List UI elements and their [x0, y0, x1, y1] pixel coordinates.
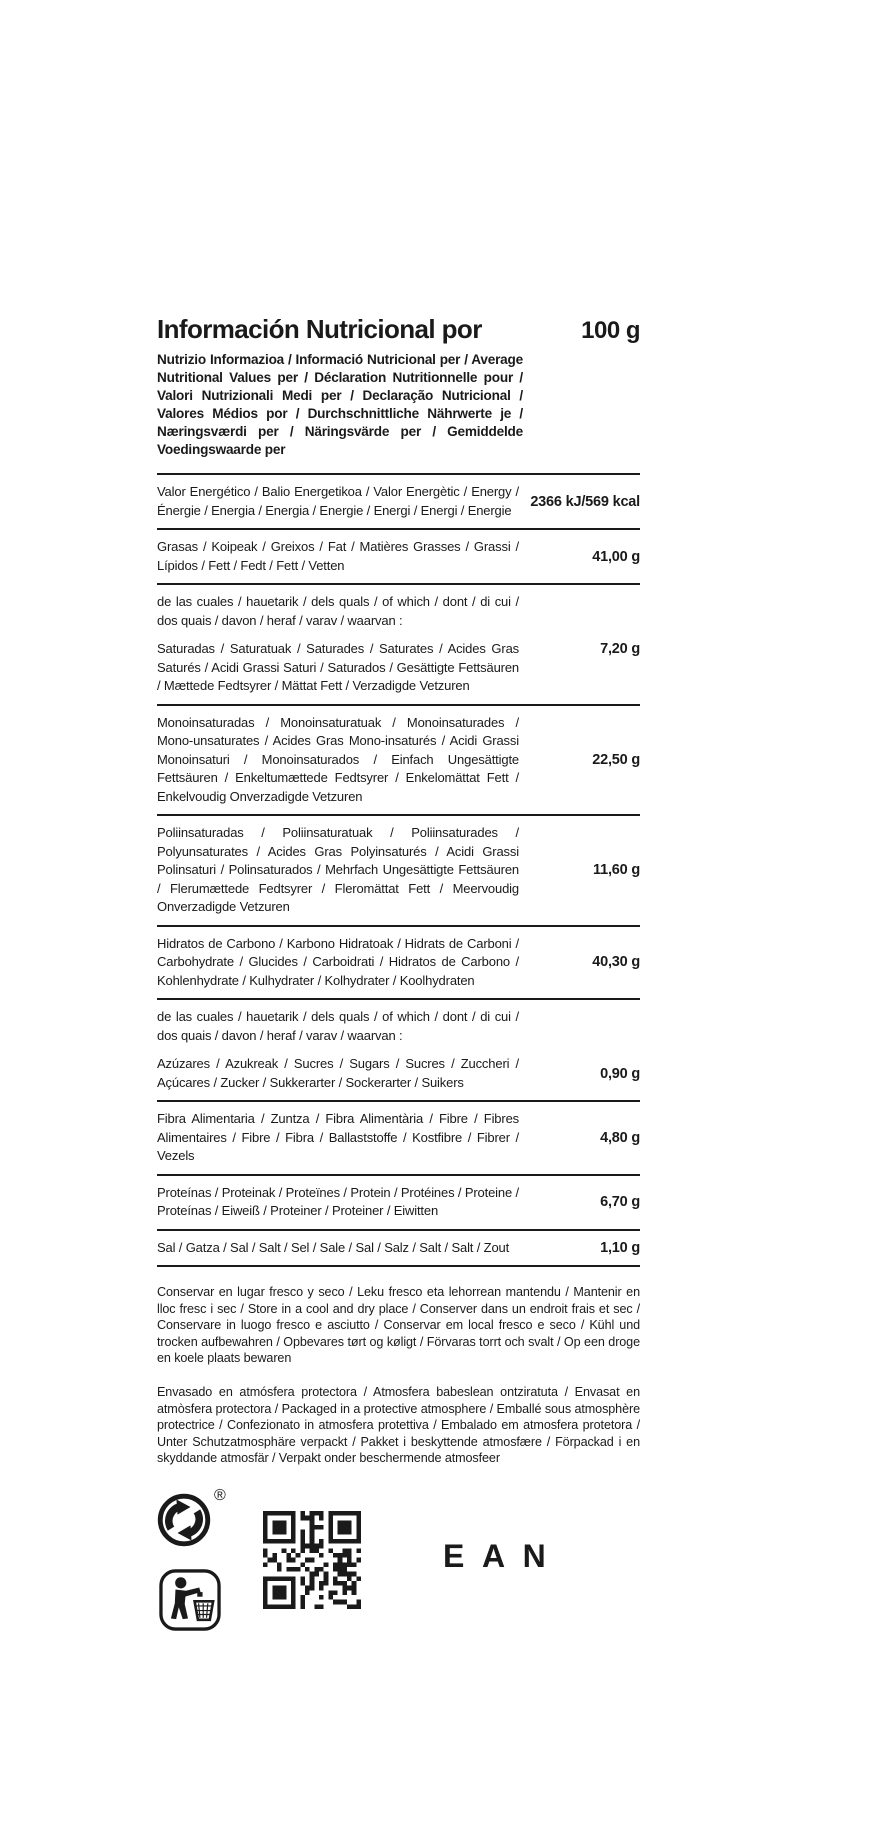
label-title: Información Nutricional por — [157, 314, 482, 344]
registered-trademark-symbol: ® — [214, 1486, 226, 1504]
label-subtitle-multilingual: Nutrizio Informazioa / Informació Nutricional per / Average Nutritional Values per / Déclaration Nutritionnelle pour / Valori Nutrizionali Medi per / Declaração Nutricional / Valores Médios por / Durchschnittliche Nährwerte je / Næringsværdi per / Näringsvärde per / Gemiddelde Voedingswaarde per — [157, 352, 523, 457]
table-row-of-which-carbs — [157, 1000, 640, 1047]
row-label: Valor Energético / Balio Energetikoa / Valor Energètic / Energy / Énergie / Energia / Energia / Energie / Energi / Energi / Energie — [157, 484, 519, 518]
row-label: Monoinsaturadas / Monoinsaturatuak / Monoinsaturades / Mono-unsaturates / Acides Gras Mono-insaturés / Acidi Grassi Monoinsaturi / Monoinsaturados / Einfach Ungesättigte Fettsäuren / Enkeltumættede Fedtsyrer / Enkelomättat Fett / Enkelvoudig Onverzadigde Vetzuren — [157, 714, 519, 804]
row-label: Saturadas / Saturatuak / Saturades / Saturates / Acides Gras Saturés / Acidi Grassi Saturi / Saturados / Gesättigte Fettsäuren / Mættede Fedtsyrer / Mättat Fett / Verzadigde Vetzuren — [157, 641, 519, 693]
row-value: 7,20 g — [600, 641, 640, 657]
row-label: de las cuales / hauetarik / dels quals / of which / dont / di cui / dos quais / davon / heraf / varav / waarvan : — [157, 594, 519, 628]
label-content — [157, 316, 640, 1673]
table-row-energy — [157, 475, 640, 530]
tidy-man-disposal-icon — [157, 1567, 223, 1633]
qr-code — [263, 1511, 361, 1609]
storage-instructions: Conservar en lugar fresco y seco / Leku fresco eta lehorrean mantendu / Mantenir en lloc fresc i sec / Store in a cool and dry place / Conserver dans un endroit frais et sec / Conservare in luogo fresco e asciutto / Conservar em local fresco e seco / Kühl und trocken aufbewahren / Opbevares tørt og køligt / Förvaras torrt och svalt / Op een droge en koele plaats bewaren — [157, 1285, 640, 1366]
row-label: Grasas / Koipeak / Greixos / Fat / Matières Grasses / Grassi / Lípidos / Fett / Fedt / Fett / Vetten — [157, 539, 519, 573]
table-row-of-which-fats — [157, 585, 640, 632]
green-dot-recycling-icon — [157, 1493, 211, 1547]
serving-amount: 100 g — [581, 317, 640, 344]
row-label: Hidratos de Carbono / Karbono Hidratoak / Hidrats de Carboni / Carbohydrate / Glucides / Carboidrati / Hidratos de Carbono / Kohlenhydrate / Kulhydrater / Kolhydrater / Koolhydraten — [157, 935, 519, 988]
table-row-monounsaturates — [157, 706, 640, 817]
row-label: Fibra Alimentaria / Zuntza / Fibra Alimentària / Fibre / Fibres Alimentaires / Fibre / Fibra / Ballaststoffe / Kostfibre / Fibrer / Vezels — [157, 1111, 519, 1163]
packaging-atmosphere-note: Envasado en atmósfera protectora / Atmosfera babeslean ontziratuta / Envasat en atmòsfera protectora / Packaged in a protective atmosphere / Emballé sous atmosphère protectrice / Confezionato in atmosfera protettiva / Embalado em atmosfera protetora / Unter Schutzatmosphäre verpackt / Pakket i beskyttende atmosfære / Förpackad i en skyddande atmosfär / Verpakt onder beschermende atmosfeer — [157, 1384, 640, 1466]
row-value: 22,50 g — [592, 751, 640, 768]
table-row-carbohydrate — [157, 927, 640, 1001]
ean-label: EAN — [443, 1537, 564, 1574]
row-label: Sal / Gatza / Sal / Salt / Sel / Sale / Sal / Salz / Salt / Salt / Zout — [157, 1239, 510, 1255]
label-header — [157, 316, 640, 345]
row-value: 4,80 g — [600, 1129, 640, 1146]
row-label: de las cuales / hauetarik / dels quals / of which / dont / di cui / dos quais / davon / heraf / varav / waarvan : — [157, 1009, 519, 1043]
footer-icons — [157, 1486, 640, 1673]
row-value: 40,30 g — [592, 954, 640, 971]
table-row-sugars — [157, 1047, 640, 1102]
row-label: Azúzares / Azukreak / Sucres / Sugars / Sucres / Zuccheri / Açúcares / Zucker / Sukkerarter / Sockerarter / Suikers — [157, 1056, 519, 1090]
table-row-fat — [157, 530, 640, 585]
row-value: 2366 kJ/569 kcal — [530, 493, 640, 510]
nutrition-table — [157, 473, 640, 1267]
row-label: Proteínas / Proteinak / Proteïnes / Protein / Protéines / Proteine / Proteínas / Eiweiß / Proteiner / Proteiner / Eiwitten — [157, 1184, 519, 1218]
row-value: 11,60 g — [593, 862, 640, 879]
row-label: Poliinsaturadas / Poliinsaturatuak / Poliinsaturades / Polyunsaturates / Acides Gras Polyinsaturés / Acidi Grassi Polinsaturi / Polinsaturados / Mehrfach Ungesättigte Fettsäuren / Flerumættede Fedtsyrer / Fleromättat Fett / Meervoudig Onverzadigde Vetzuren — [157, 825, 519, 914]
table-row-protein — [157, 1176, 640, 1231]
row-value: 41,00 g — [592, 548, 640, 565]
table-row-fibre — [157, 1102, 640, 1176]
row-value: 6,70 g — [600, 1194, 640, 1210]
table-row-salt — [157, 1231, 640, 1268]
table-row-saturates — [157, 632, 640, 706]
row-value: 1,10 g — [600, 1239, 640, 1256]
table-row-polyunsaturates — [157, 816, 640, 927]
row-value: 0,90 g — [600, 1065, 640, 1082]
